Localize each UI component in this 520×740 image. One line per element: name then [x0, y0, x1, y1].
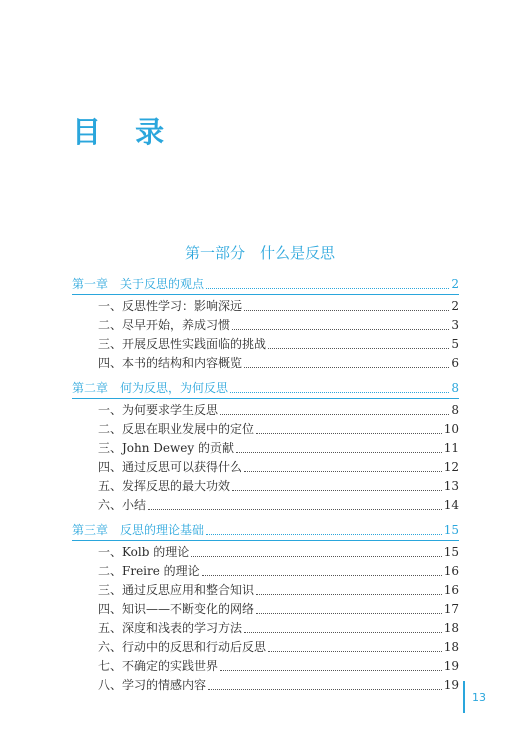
- toc-entry[interactable]: [72, 562, 459, 581]
- dot-leader: [148, 509, 442, 510]
- toc-page-number: 17: [443, 602, 459, 616]
- dot-leader: [191, 556, 442, 557]
- toc-entry[interactable]: [72, 297, 459, 316]
- toc-chapter-label: 第二章 何为反思，为何反思: [72, 381, 229, 395]
- dot-leader: [244, 310, 449, 311]
- dot-leader: [244, 367, 449, 368]
- toc-page-number: 18: [443, 640, 459, 654]
- dot-leader: [244, 471, 442, 472]
- toc-page-number: 11: [443, 441, 459, 455]
- toc-page-number: 16: [443, 564, 459, 578]
- toc-page-number: 5: [451, 337, 459, 351]
- toc-page-number: 18: [443, 621, 459, 635]
- dot-leader: [230, 392, 449, 393]
- toc-page-number: 16: [443, 583, 459, 597]
- toc-page-number: 10: [443, 422, 459, 436]
- toc-entry[interactable]: [72, 581, 459, 600]
- toc-entry[interactable]: [72, 676, 459, 695]
- toc-entry[interactable]: [72, 458, 459, 477]
- dot-leader: [268, 348, 449, 349]
- toc-entry[interactable]: [72, 335, 459, 354]
- toc-chapter-label: 第三章 反思的理论基础: [72, 523, 205, 537]
- toc-entry-label: 六、行动中的反思和行动后反思: [98, 640, 267, 654]
- part-title: 第一部分 什么是反思: [184, 244, 335, 262]
- toc-page-number: 14: [443, 498, 459, 512]
- toc-entry-label: 二、Freire 的理论: [98, 564, 200, 578]
- toc-page-number: 12: [443, 460, 459, 474]
- toc-entry-label: 八、学习的情感内容: [98, 678, 207, 692]
- dot-leader: [208, 689, 442, 690]
- toc-page-number: 19: [443, 659, 459, 673]
- toc-entry-label: 一、为何要求学生反思: [98, 403, 219, 417]
- dot-leader: [256, 613, 442, 614]
- toc-entry[interactable]: [72, 439, 459, 458]
- toc-page-number: 2: [451, 277, 459, 291]
- toc-chapter-heading[interactable]: [72, 380, 459, 399]
- toc-page-number: 2: [451, 299, 459, 313]
- page-title: 目 录: [72, 115, 177, 149]
- toc-page-number: 6: [451, 356, 459, 370]
- toc-entry-label: 七、不确定的实践世界: [98, 659, 219, 673]
- dot-leader: [232, 490, 442, 491]
- toc-entry[interactable]: [72, 600, 459, 619]
- toc-page-number: 15: [443, 523, 459, 537]
- toc-page-number: 8: [451, 381, 459, 395]
- dot-leader: [244, 632, 442, 633]
- toc-chapter-1: [72, 276, 459, 373]
- dot-leader: [232, 329, 449, 330]
- toc-entry-label: 四、本书的结构和内容概览: [98, 356, 243, 370]
- toc-entry-label: 四、知识——不断变化的网络: [98, 602, 255, 616]
- toc-entry[interactable]: [72, 657, 459, 676]
- toc-entry-label: 三、John Dewey 的贡献: [98, 441, 234, 455]
- toc-entry[interactable]: [72, 477, 459, 496]
- toc-chapter-3: [72, 522, 459, 695]
- toc-chapter-heading[interactable]: [72, 276, 459, 295]
- toc-page-number: 15: [443, 545, 459, 559]
- toc-chapter-2: [72, 380, 459, 515]
- page-marker-bar: [463, 681, 465, 713]
- toc-entry-label: 一、Kolb 的理论: [98, 545, 190, 559]
- toc-entry-label: 五、发挥反思的最大功效: [98, 479, 231, 493]
- toc-entry-label: 六、小结: [98, 498, 147, 512]
- toc-page-number: 19: [443, 678, 459, 692]
- toc-page-number: 13: [443, 479, 459, 493]
- dot-leader: [206, 534, 442, 535]
- toc-chapter-label: 第一章 关于反思的观点: [72, 277, 205, 291]
- toc-entry[interactable]: [72, 401, 459, 420]
- dot-leader: [268, 651, 442, 652]
- dot-leader: [220, 670, 442, 671]
- dot-leader: [202, 575, 442, 576]
- toc-entry-label: 四、通过反思可以获得什么: [98, 460, 243, 474]
- toc-page-number: 3: [451, 318, 459, 332]
- toc-chapter-heading[interactable]: [72, 522, 459, 541]
- dot-leader: [206, 288, 449, 289]
- toc-entry[interactable]: [72, 316, 459, 335]
- dot-leader: [220, 414, 449, 415]
- toc-entry-label: 二、尽早开始，养成习惯: [98, 318, 231, 332]
- toc-entry-label: 二、反思在职业发展中的定位: [98, 422, 255, 436]
- toc-entry-label: 一、反思性学习：影响深远: [98, 299, 243, 313]
- toc-entry[interactable]: [72, 543, 459, 562]
- dot-leader: [236, 452, 442, 453]
- toc-entry[interactable]: [72, 638, 459, 657]
- toc-entry[interactable]: [72, 354, 459, 373]
- folio-page-number: 13: [472, 691, 486, 704]
- toc-entry[interactable]: [72, 496, 459, 515]
- toc-entry[interactable]: [72, 420, 459, 439]
- toc-entry[interactable]: [72, 619, 459, 638]
- dot-leader: [256, 594, 442, 595]
- toc-entry-label: 三、开展反思性实践面临的挑战: [98, 337, 267, 351]
- toc-entry-label: 五、深度和浅表的学习方法: [98, 621, 243, 635]
- dot-leader: [256, 433, 442, 434]
- toc-page-number: 8: [451, 403, 459, 417]
- toc-entry-label: 三、通过反思应用和整合知识: [98, 583, 255, 597]
